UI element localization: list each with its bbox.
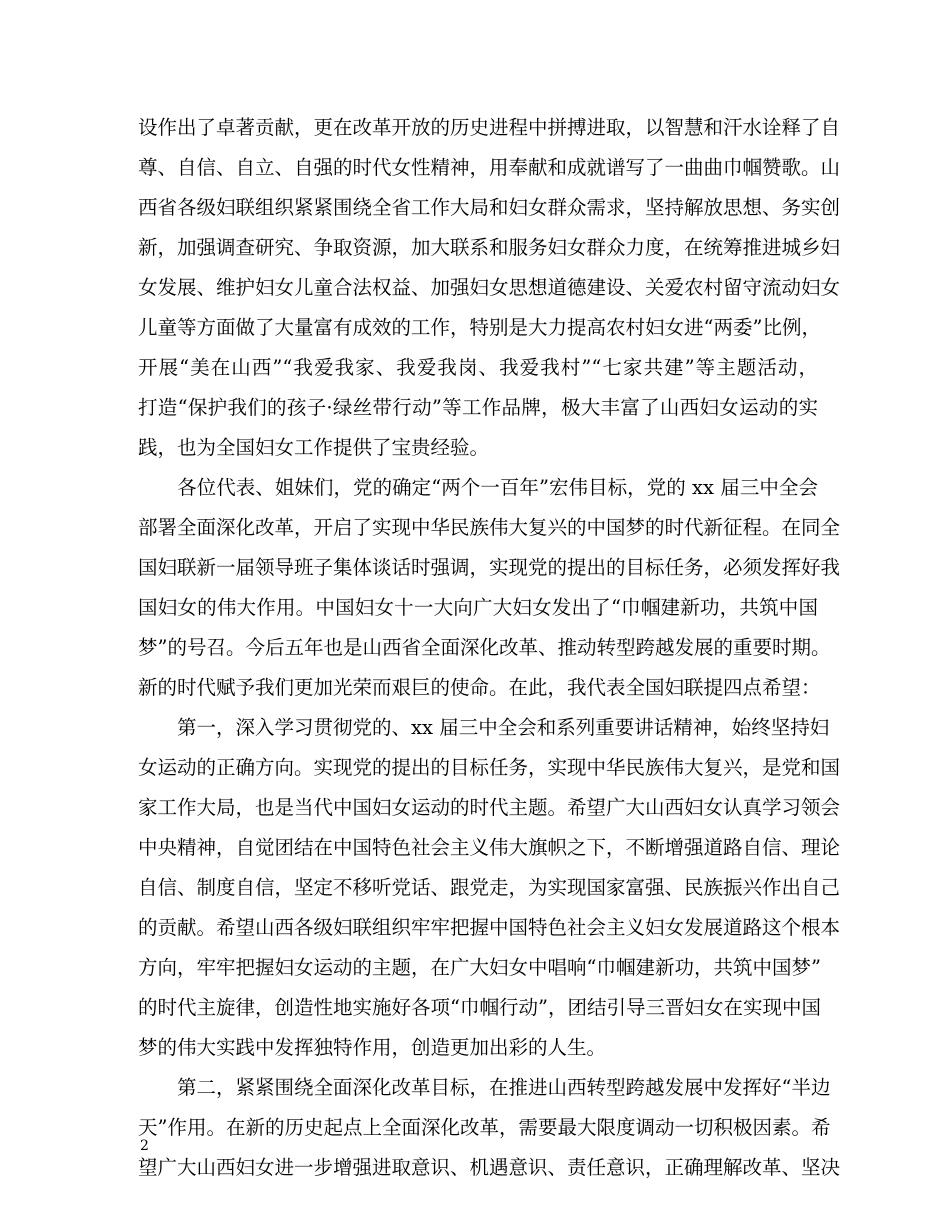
text-line: 梦”的号召。今后五年也是山西省全面深化改革、推动转型跨越发展的重要时期。 (138, 636, 831, 659)
page-number: 2 (140, 1138, 149, 1154)
text-line: 天”作用。在新的历史起点上全面深化改革，需要最大限度调动一切积极因素。希 (138, 1116, 831, 1139)
text-line: 女运动的正确方向。实现党的提出的目标任务，实现中华民族伟大复兴，是党和国 (138, 756, 841, 779)
text-line: 中央精神，自觉团结在中国特色社会主义伟大旗帜之下，不断增强道路自信、理论 (138, 836, 841, 859)
text-line: 女发展、维护妇女儿童合法权益、加强妇女思想道德建设、关爱农村留守流动妇女 (138, 276, 841, 299)
text-line: 方向，牢牢把握妇女运动的主题，在广大妇女中唱响“巾帼建新功，共筑中国梦” (138, 956, 821, 979)
text-line: 的时代主旋律，创造性地实施好各项“巾帼行动”，团结引导三晋妇女在实现中国 (138, 996, 821, 1019)
text-line: 自信、制度自信，坚定不移听党话、跟党走，为实现国家富强、民族振兴作出自己 (138, 876, 841, 899)
text-line: 新的时代赋予我们更加光荣而艰巨的使命。在此，我代表全国妇联提四点希望： (138, 676, 821, 699)
text-line: 各位代表、姐妹们，党的确定“两个一百年”宏伟目标，党的 xx 届三中全会 (138, 476, 818, 499)
text-line: 践，也为全国妇女工作提供了宝贵经验。 (138, 436, 490, 459)
text-line: 第二，紧紧围绕全面深化改革目标，在推进山西转型跨越发展中发挥好“半边 (138, 1076, 831, 1099)
text-line: 望广大山西妇女进一步增强进取意识、机遇意识、责任意识，正确理解改革、坚决 (138, 1156, 841, 1179)
text-line: 家工作大局，也是当代中国妇女运动的时代主题。希望广大山西妇女认真学习领会 (138, 796, 841, 819)
text-line: 尊、自信、自立、自强的时代女性精神，用奉献和成就谱写了一曲曲巾帼赞歌。山 (138, 156, 841, 179)
text-line: 新，加强调查研究、争取资源，加大联系和服务妇女群众力度，在统筹推进城乡妇 (138, 236, 841, 259)
text-line: 设作出了卓著贡献，更在改革开放的历史进程中拼搏进取，以智慧和汗水诠释了自 (138, 116, 841, 139)
text-line: 国妇联新一届领导班子集体谈话时强调，实现党的提出的目标任务，必须发挥好我 (138, 556, 841, 579)
text-line: 第一，深入学习贯彻党的、xx 届三中全会和系列重要讲话精神，始终坚持妇 (138, 716, 830, 739)
text-line: 西省各级妇联组织紧紧围绕全省工作大局和妇女群众需求，坚持解放思想、务实创 (138, 196, 841, 219)
text-line: 打造“保护我们的孩子·绿丝带行动”等工作品牌，极大丰富了山西妇女运动的实 (138, 396, 818, 419)
text-line: 儿童等方面做了大量富有成效的工作，特别是大力提高农村妇女进“两委”比例， (138, 316, 821, 339)
text-line: 梦的伟大实践中发挥独特作用，创造更加出彩的人生。 (138, 1036, 607, 1059)
text-line: 开展“美在山西”“我爱我家、我爱我岗、我爱我村”“七家共建”等主题活动， (138, 356, 818, 379)
text-line: 的贡献。希望山西各级妇联组织牢牢把握中国特色社会主义妇女发展道路这个根本 (138, 916, 841, 939)
text-line: 部署全面深化改革，开启了实现中华民族伟大复兴的中国梦的时代新征程。在同全 (138, 516, 841, 539)
text-line: 国妇女的伟大作用。中国妇女十一大向广大妇女发出了“巾帼建新功，共筑中国 (138, 596, 818, 619)
